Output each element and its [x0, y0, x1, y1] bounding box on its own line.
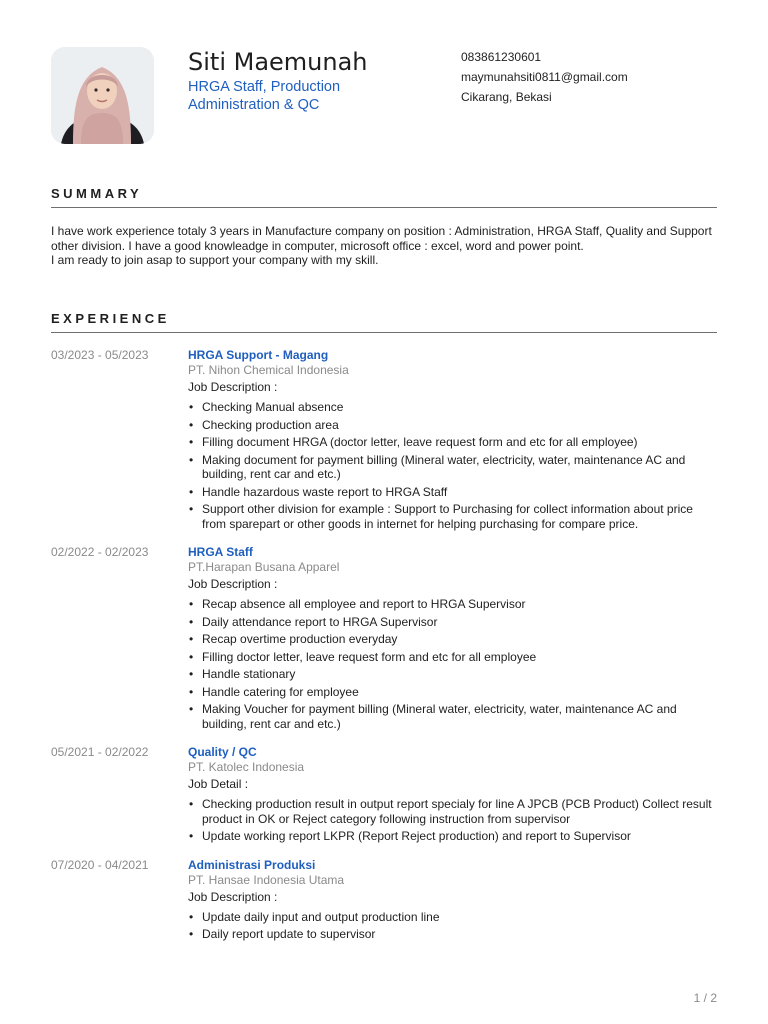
job-duties-list [188, 797, 717, 844]
summary-line: I have work experience totaly 3 years in Manufacture company on position : Administration, HRGA Staff, Quality and Support other division. I have a good knowleadge in computer, microsoft office : excel, word and power point. [51, 224, 712, 253]
phone-number: 083861230601 [461, 50, 542, 64]
candidate-name: Siti Maemunah [188, 48, 368, 76]
location: Cikarang, Bekasi [461, 90, 552, 104]
duty-item: • Filling document HRGA (doctor letter, leave request form and etc for all employee) [188, 435, 717, 450]
job-duties-list [188, 910, 717, 942]
job-entry [51, 858, 717, 942]
experience-heading: EXPERIENCE [51, 311, 717, 333]
duty-item: • Checking production result in output report specialy for line A JPCB (PCB Product) Collect result product in OK or Reject category following instruction from supervisor [188, 797, 717, 826]
duty-item: • Support other division for example : Support to Purchasing for collect information about price from sparepart or other goods in internet for helping purchasing for compare price. [188, 502, 717, 531]
duty-item: • Handle hazardous waste report to HRGA Staff [188, 485, 717, 500]
job-company: PT.Harapan Busana Apparel [188, 560, 340, 574]
duty-item: • Making Voucher for payment billing (Mineral water, electricity, water, maintenance AC and building, rent car and etc.) [188, 702, 717, 731]
job-duties-list [188, 597, 717, 731]
duty-item: • Daily attendance report to HRGA Supervisor [188, 615, 717, 630]
job-company: PT. Katolec Indonesia [188, 760, 305, 774]
job-title: HRGA Staff [188, 545, 253, 559]
email-address: maymunahsiti0811@gmail.com [461, 70, 628, 84]
summary-heading: SUMMARY [51, 186, 717, 208]
duty-item: • Handle catering for employee [188, 685, 717, 700]
duty-item: • Making document for payment billing (Mineral water, electricity, water, maintenance AC and building, rent car and etc.) [188, 453, 717, 482]
duty-item: • Filling doctor letter, leave request form and etc for all employee [188, 650, 717, 665]
job-title: Administrasi Produksi [188, 857, 316, 872]
summary-section [51, 186, 717, 268]
job-description-label: Job Description : [188, 380, 278, 394]
duty-item: • Checking production area [188, 418, 717, 433]
job-entry [51, 745, 717, 844]
job-description-label: Job Description : [188, 889, 278, 904]
duty-item: • Checking Manual absence [188, 400, 717, 415]
page-number: 1 / 2 [693, 991, 717, 1005]
job-dates: 05/2021 - 02/2022 [51, 745, 149, 759]
candidate-role: HRGA Staff, Production Administration & QC [188, 79, 341, 113]
experience-section [51, 311, 717, 956]
duty-item: • Update working report LKPR (Report Reject production) and report to Supervisor [188, 829, 717, 844]
job-company: PT. Nihon Chemical Indonesia [188, 363, 349, 377]
job-dates: 07/2020 - 04/2021 [51, 857, 149, 872]
resume-header [51, 47, 717, 147]
job-description-label: Job Detail : [188, 777, 249, 791]
duty-item: • Update daily input and output production line [188, 910, 717, 925]
contact-info [461, 47, 628, 107]
job-dates: 03/2023 - 05/2023 [51, 348, 149, 362]
job-title: HRGA Support - Magang [188, 348, 329, 362]
profile-photo [51, 47, 154, 144]
job-title: Quality / QC [188, 745, 257, 759]
duty-item: • Recap overtime production everyday [188, 632, 717, 647]
job-entry [51, 348, 717, 531]
job-duties-list [188, 400, 717, 531]
summary-line: I am ready to join asap to support your company with my skill. [51, 253, 379, 267]
job-company: PT. Hansae Indonesia Utama [188, 872, 345, 887]
duty-item: • Handle stationary [188, 667, 717, 682]
duty-item: • Daily report update to supervisor [188, 927, 717, 942]
job-entry [51, 545, 717, 731]
summary-text [51, 224, 717, 268]
duty-item: • Recap absence all employee and report to HRGA Supervisor [188, 597, 717, 612]
job-description-label: Job Description : [188, 577, 278, 591]
job-dates: 02/2022 - 02/2023 [51, 545, 149, 559]
